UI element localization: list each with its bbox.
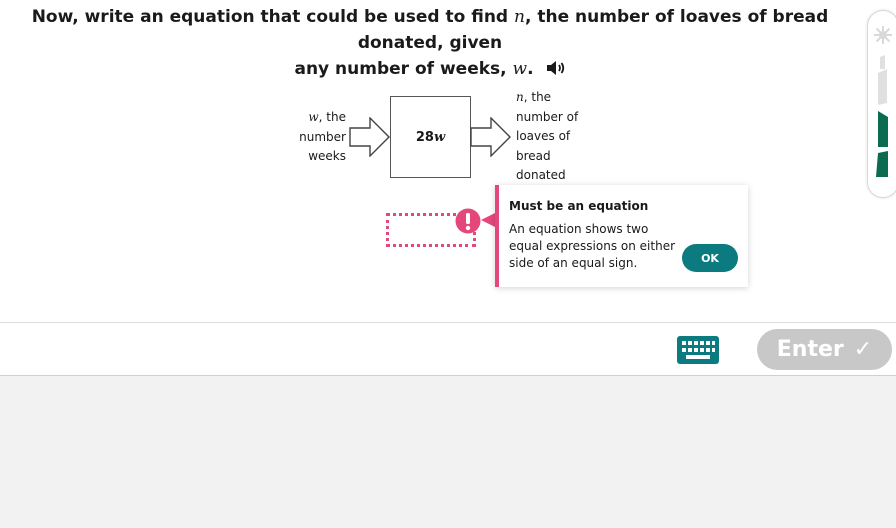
progress-rail — [867, 10, 896, 198]
tooltip-pointer — [481, 213, 495, 227]
progress-meter — [868, 11, 896, 199]
question-prompt — [10, 4, 850, 82]
output-label-line: , the — [523, 90, 552, 104]
hollow-arrow-icon — [470, 117, 512, 157]
speaker-icon[interactable] — [546, 60, 566, 76]
progress-step — [880, 55, 885, 69]
ok-button[interactable]: OK — [682, 244, 738, 272]
keyboard-icon[interactable] — [677, 336, 719, 364]
enter-label: Enter — [776, 337, 844, 362]
hollow-arrow-icon — [349, 117, 391, 157]
prompt-var-n: n — [514, 7, 525, 27]
input-label-line: , the — [318, 110, 346, 124]
exclamation-icon — [455, 208, 481, 234]
prompt-text-1: Now, write an equation that could be used to find — [31, 7, 515, 27]
check-icon: ✓ — [853, 337, 873, 362]
output-label-line: number of — [516, 109, 579, 124]
prompt-text-4: . — [527, 59, 534, 79]
progress-step — [878, 69, 887, 105]
input-label-line: number — [299, 129, 346, 144]
progress-step — [878, 111, 888, 147]
function-variable: w — [433, 129, 446, 145]
prompt-text-3: any number of weeks, — [294, 59, 513, 79]
feedback-tooltip — [495, 185, 748, 287]
output-label-line: bread — [516, 148, 551, 163]
output-label — [516, 88, 594, 186]
answer-bar — [0, 322, 896, 376]
prompt-var-w: w — [512, 59, 528, 79]
output-label-line: donated — [516, 168, 566, 182]
feedback-body: An equation shows two equal expressions on either side of an equal sign. — [509, 222, 676, 270]
input-var: w — [308, 110, 319, 124]
feedback-title: Must be an equation — [509, 199, 649, 213]
enter-button[interactable] — [757, 329, 892, 370]
input-label-line: weeks — [308, 149, 346, 163]
input-label — [288, 108, 346, 167]
output-var: n — [516, 90, 524, 104]
progress-step — [876, 151, 888, 177]
output-label-line: loaves of — [516, 129, 571, 143]
prompt-text-2: , the number of loaves of bread donated, given — [357, 7, 829, 53]
starburst-icon — [874, 26, 892, 44]
function-box — [390, 96, 471, 178]
function-coefficient: 28 — [415, 129, 434, 145]
